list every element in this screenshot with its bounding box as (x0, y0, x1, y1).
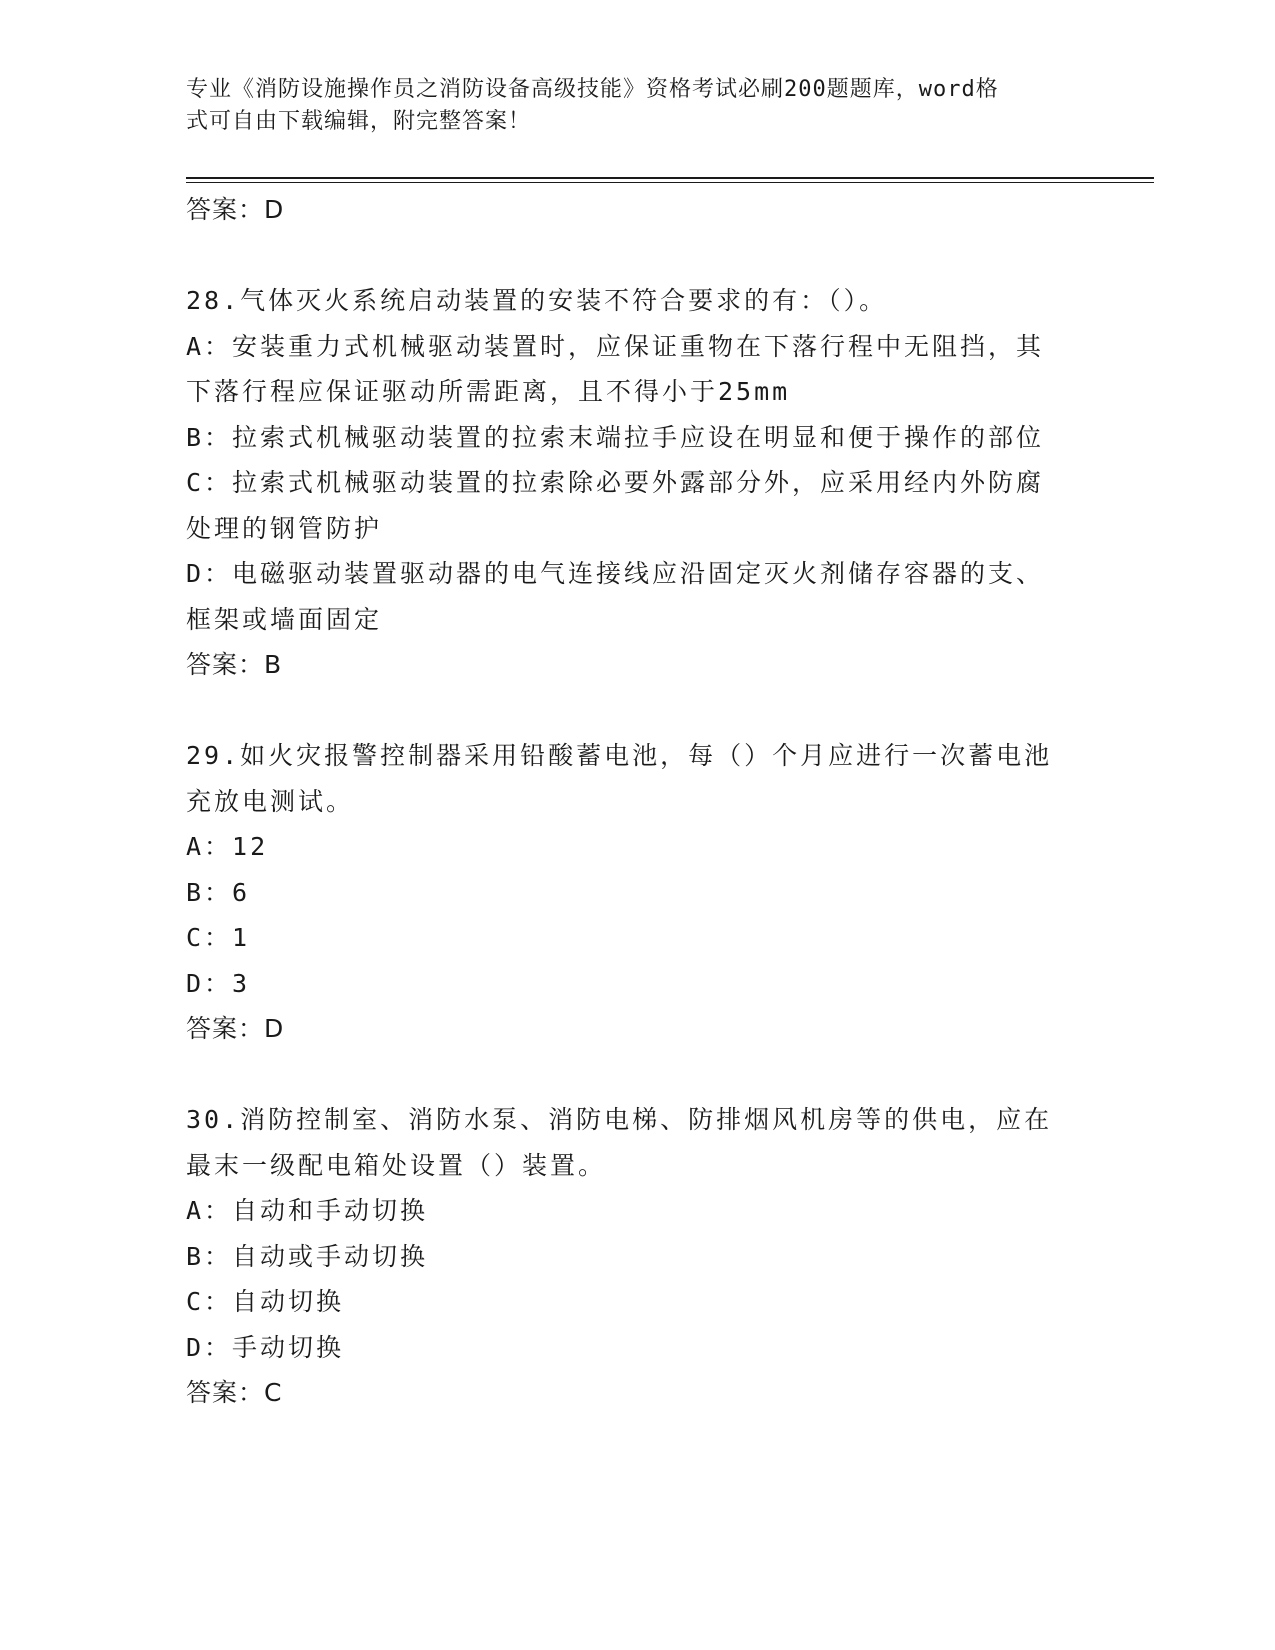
answer-line: 答案：C (186, 1378, 283, 1407)
answer-line: 答案：D (186, 195, 285, 224)
option-a: A：自动和手动切换 (186, 1196, 429, 1225)
option-d-cont: 框架或墙面固定 (186, 604, 383, 634)
document-header (186, 74, 1066, 138)
option-c: C：拉索式机械驱动装置的拉索除必要外露部分外，应采用经内外防腐 (186, 468, 1045, 497)
header-rule-thin (186, 182, 1154, 183)
question-text-cont: 充放电测试。 (186, 786, 355, 816)
question-text: 29.如火灾报警控制器采用铅酸蓄电池，每（）个月应进行一次蓄电池 (186, 741, 1053, 770)
option-a: A：12 (186, 832, 269, 861)
answer-line: 答案：D (186, 1014, 285, 1043)
option-b: B：6 (186, 877, 251, 907)
option-b: B：拉索式机械驱动装置的拉索末端拉手应设在明显和便于操作的部位 (186, 422, 1045, 452)
spacer (186, 688, 1066, 734)
question-text-cont: 最末一级配电箱处设置（）装置。 (186, 1150, 607, 1180)
question-block (186, 733, 1066, 1052)
header-rule (186, 177, 1154, 179)
option-c: C：自动切换 (186, 1287, 345, 1316)
header-line: 专业《消防设施操作员之消防设备高级技能》资格考试必刷200题题库，word格 (186, 77, 999, 102)
option-b: B：自动或手动切换 (186, 1241, 429, 1271)
option-a: A：安装重力式机械驱动装置时，应保证重物在下落行程中无阻挡，其 (186, 331, 1045, 361)
spacer (186, 233, 1066, 279)
option-d: D：手动切换 (186, 1332, 345, 1362)
question-text: 28.气体灭火系统启动装置的安装不符合要求的有：（）。 (186, 286, 888, 315)
question-text: 30.消防控制室、消防水泵、消防电梯、防排烟风机房等的供电，应在 (186, 1105, 1053, 1134)
question-block (186, 278, 1066, 688)
option-d: D：电磁驱动装置驱动器的电气连接线应沿固定灭火剂储存容器的支、 (186, 559, 1045, 588)
spacer (186, 1052, 1066, 1098)
question-block (186, 1097, 1066, 1416)
header-line: 式可自由下载编辑，附完整答案！ (186, 109, 532, 134)
option-c-cont: 处理的钢管防护 (186, 513, 383, 543)
option-c: C：1 (186, 923, 251, 952)
option-d: D：3 (186, 968, 251, 998)
question-list (186, 187, 1066, 1416)
answer-line: 答案：B (186, 650, 283, 679)
option-a-cont: 下落行程应保证驱动所需距离，且不得小于25mm (186, 377, 791, 406)
